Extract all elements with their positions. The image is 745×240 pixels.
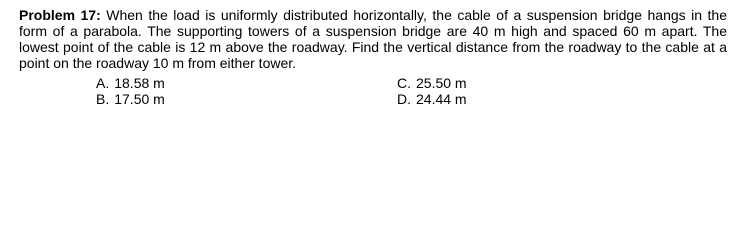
choice-b-value: 17.50 m — [114, 91, 165, 107]
choice-a — [96, 75, 165, 91]
choice-d-value: 24.44 m — [416, 91, 467, 107]
choice-d — [397, 91, 467, 107]
choice-c-value: 25.50 m — [416, 75, 467, 91]
problem-statement — [19, 7, 727, 71]
choice-a-value: 18.58 m — [114, 75, 165, 91]
choice-d-letter: D. — [397, 91, 411, 107]
problem-text: When the load is uniformly distributed horizontally, the cable of a suspension bridge hangs in the form of a parabola. The supporting towers of a suspension bridge are 40 m high and spaced 60 m apart. The lowest point of the cable is 12 m above the roadway. Find the vertical distance from the roadway to the cable at a point on the roadway 10 m from either tower. — [19, 7, 727, 71]
choice-c — [397, 75, 467, 91]
choice-c-letter: C. — [397, 75, 411, 91]
choice-a-letter: A. — [96, 75, 110, 91]
problem-label: Problem 17: — [19, 7, 101, 23]
choice-b-letter: B. — [96, 91, 110, 107]
choice-b — [96, 91, 165, 107]
